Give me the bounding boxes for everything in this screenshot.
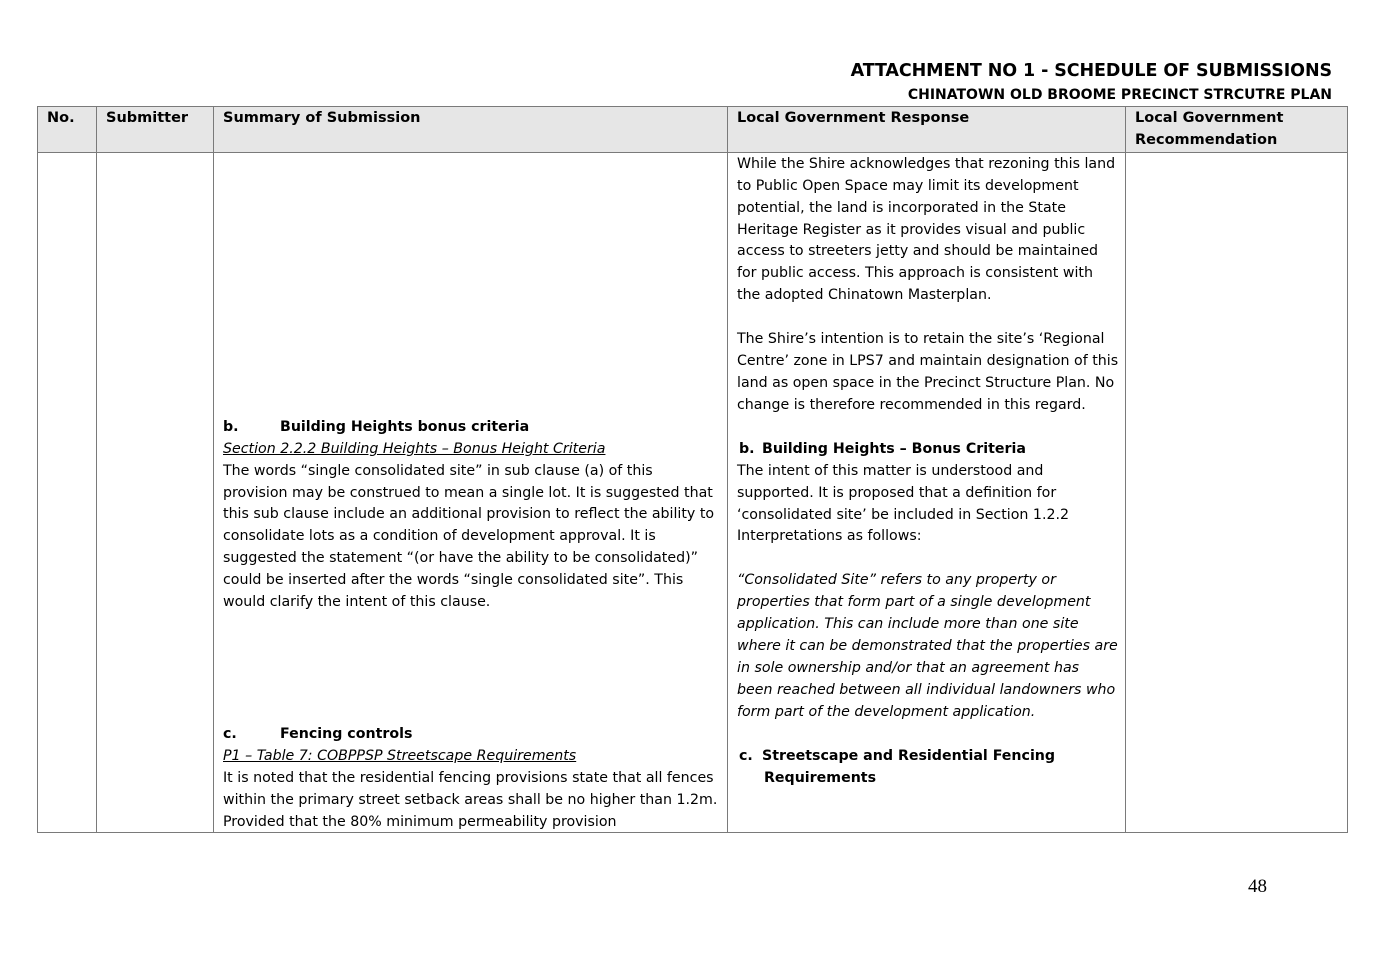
response-item-b-text: The intent of this matter is understood and supported. It is proposed that a definition for ‘consolidated site’ be included in Section 1.2.2 Interpretations as follows:: [737, 462, 1070, 545]
cell-response: [728, 152, 1126, 832]
response-item-c-heading: c. Streetscape and Residential Fencing Requirements: [739, 747, 1056, 786]
summary-item-c-section: P1 – Table 7: COBPPSP Streetscape Requirements: [223, 747, 577, 764]
page-number: 48: [1248, 876, 1267, 897]
summary-item-c-heading: c. Fencing controls: [223, 725, 413, 742]
summary-item-b-heading: b. Building Heights bonus criteria: [223, 418, 530, 435]
col-header-response: Local Government Response: [728, 107, 1126, 153]
summary-item-c-text: It is noted that the residential fencing provisions state that all fences within the primary street setback areas shall be no higher than 1.2m. Provided that the 80% minimum permeability provision: [223, 769, 718, 830]
response-item-b-heading: b. Building Heights – Bonus Criteria: [739, 440, 1026, 457]
summary-item-b-text: The words “single consolidated site” in sub clause (a) of this provision may be construed to mean a single lot. It is suggested that this sub clause include an additional provision to reflect the ability to consolidate lots as a condition of development approval. It is suggested the statement “(or have the ability to be consolidated)” could be inserted after the words “single consolidated site”. This would clarify the intent of this clause.: [223, 462, 715, 611]
table-header-row: [38, 107, 1348, 153]
col-header-no: No.: [38, 107, 97, 153]
summary-item-b-section: Section 2.2.2 Building Heights – Bonus Height Criteria: [223, 440, 606, 457]
submissions-table: [37, 106, 1348, 833]
cell-submitter: [97, 152, 214, 832]
document-title: ATTACHMENT NO 1 - SCHEDULE OF SUBMISSIONS: [850, 61, 1332, 81]
table-row: [38, 152, 1348, 832]
cell-no: [38, 152, 97, 832]
document-subtitle: CHINATOWN OLD BROOME PRECINCT STRCUTRE PLAN: [907, 87, 1332, 103]
response-para-2: The Shire’s intention is to retain the site’s ‘Regional Centre’ zone in LPS7 and maintain designation of this land as open space in the Precinct Structure Plan. No change is therefore recommended in this regard.: [737, 331, 1119, 413]
col-header-recommendation: Local Government Recommendation: [1126, 107, 1348, 153]
col-header-submitter: Submitter: [97, 107, 214, 153]
consolidated-site-definition: “Consolidated Site” refers to any property or properties that form part of a single development application. This can include more than one site where it can be demonstrated that the properties are in sole ownership and/or that an agreement has been reached between all individual landowners who form part of the development application.: [737, 572, 1118, 720]
response-para-1: While the Shire acknowledges that rezoning this land to Public Open Space may limit its development potential, the land is incorporated in the State Heritage Register as it provides visual and public access to streeters jetty and should be maintained for public access. This approach is consistent with the adopted Chinatown Masterplan.: [737, 155, 1116, 304]
col-header-summary: Summary of Submission: [214, 107, 728, 153]
cell-recommendation: [1126, 152, 1348, 832]
cell-summary: [214, 152, 728, 832]
